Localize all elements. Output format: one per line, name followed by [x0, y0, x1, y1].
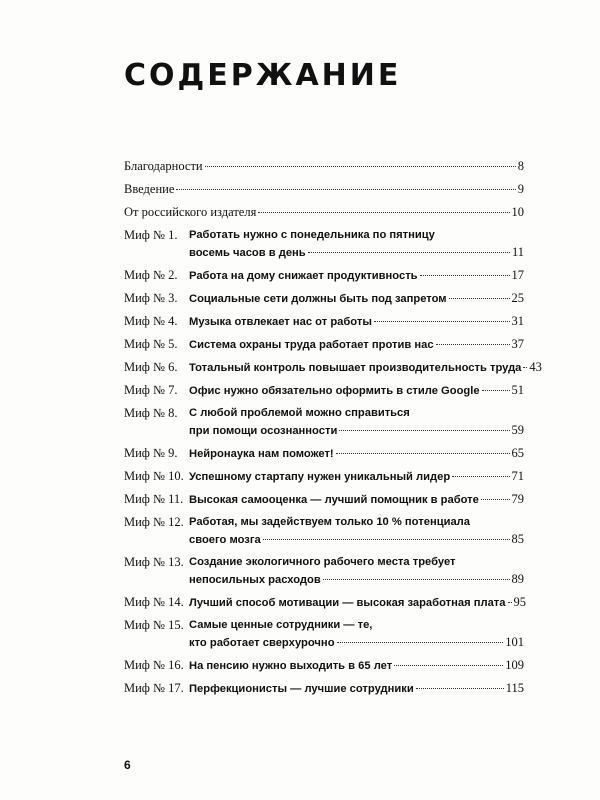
- toc-myth-entry[interactable]: [124, 594, 527, 611]
- myth-title: восемь часов в день: [189, 247, 306, 259]
- myth-number: Миф № 3.: [124, 291, 178, 305]
- myth-line: [189, 634, 524, 651]
- toc-myth-entry[interactable]: [124, 267, 524, 284]
- myth-line: [189, 359, 542, 376]
- myth-number: Миф № 12.: [124, 515, 184, 529]
- toc-myth-entry[interactable]: [124, 405, 524, 439]
- myth-title: при помощи осознанности: [189, 425, 338, 437]
- myth-number: Миф № 1.: [124, 228, 178, 242]
- myth-title: Офис нужно обязательно оформить в стиле Google: [189, 385, 480, 397]
- myth-page: 43: [529, 360, 542, 374]
- dot-leader: [481, 499, 510, 500]
- toc-myth-entry[interactable]: [124, 617, 524, 651]
- myth-line: [189, 531, 524, 548]
- toc-myth-entry[interactable]: [124, 491, 524, 508]
- dot-leader: [176, 189, 515, 190]
- myth-page: 17: [511, 268, 524, 282]
- toc-myth-entry[interactable]: [124, 382, 524, 399]
- myth-title: Успешному стартапу нужен уникальный лидер: [189, 471, 451, 483]
- myth-title: непосильных расходов: [189, 574, 321, 586]
- myth-body: [189, 267, 524, 284]
- myth-line: [189, 290, 524, 307]
- myth-number: Миф № 6.: [124, 360, 178, 374]
- myth-page: 95: [513, 595, 527, 609]
- myth-page: 89: [511, 572, 524, 586]
- myth-line: [189, 491, 524, 508]
- toc-entry-title: Введение: [124, 182, 175, 196]
- myth-page: 59: [511, 423, 524, 437]
- myth-body: [189, 382, 524, 399]
- myth-line: [189, 422, 524, 439]
- dot-leader: [394, 665, 503, 666]
- myth-page: 51: [511, 383, 524, 397]
- toc-entry[interactable]: [124, 181, 524, 198]
- myth-page: 79: [511, 492, 524, 506]
- myth-line: [189, 657, 524, 674]
- toc-entry-title: Благодарности: [124, 159, 203, 173]
- myth-number: Миф № 2.: [124, 268, 178, 282]
- dot-leader: [337, 642, 504, 643]
- myth-body: [189, 657, 524, 674]
- myth-page: 11: [511, 245, 524, 259]
- myth-number: Миф № 7.: [124, 383, 178, 397]
- myth-page: 101: [505, 635, 524, 649]
- dot-leader: [523, 367, 527, 368]
- myth-page: 71: [511, 469, 524, 483]
- myth-body: [189, 680, 524, 697]
- myth-line: [189, 571, 524, 588]
- myth-body: [189, 617, 524, 651]
- myth-title-line: Создание экологичного рабочего места требует: [189, 556, 456, 568]
- myth-number: Миф № 17.: [124, 681, 184, 695]
- myth-number: Миф № 14.: [124, 595, 184, 609]
- myth-line: [189, 244, 524, 261]
- myth-title: Социальные сети должны быть под запретом: [189, 293, 447, 305]
- toc-entry-page: 9: [517, 182, 524, 196]
- myth-body: [189, 468, 524, 485]
- toc-myth-entry[interactable]: [124, 336, 524, 353]
- myth-page: 85: [511, 532, 524, 546]
- table-of-contents: [124, 158, 542, 703]
- myth-title-line: Самые ценные сотрудники — те,: [189, 619, 373, 631]
- page-title: СОДЕРЖАНИЕ: [124, 58, 402, 93]
- myth-title: кто работает сверхурочно: [189, 637, 335, 649]
- myth-page: 25: [511, 291, 524, 305]
- dot-leader: [449, 298, 510, 299]
- myth-title: Тотальный контроль повышает производительность труда: [189, 362, 522, 374]
- toc-entry-line: [124, 158, 524, 175]
- toc-entry[interactable]: [124, 204, 524, 221]
- toc-myth-entry[interactable]: [124, 313, 524, 330]
- toc-myth-entry[interactable]: [124, 514, 524, 548]
- toc-myth-entry[interactable]: [124, 680, 524, 697]
- toc-entry-title: От российского издателя: [124, 205, 257, 219]
- myth-page: 31: [511, 314, 524, 328]
- myth-page: 109: [505, 658, 524, 672]
- myth-title: На пенсию нужно выходить в 65 лет: [189, 660, 393, 672]
- myth-page: 115: [505, 681, 524, 695]
- myth-title: Высокая самооценка — лучший помощник в работе: [189, 494, 479, 506]
- toc-myth-entry[interactable]: [124, 227, 524, 261]
- toc-myth-entry[interactable]: [124, 290, 524, 307]
- toc-myth-entry[interactable]: [124, 359, 542, 376]
- myth-title-line: С любой проблемой можно справиться: [189, 407, 410, 419]
- myth-body: [189, 290, 524, 307]
- myth-line: [189, 680, 524, 697]
- myth-line: [189, 445, 524, 462]
- myth-title: Перфекционисты — лучшие сотрудники: [189, 683, 414, 695]
- dot-leader: [339, 430, 509, 431]
- myth-number: Миф № 15.: [124, 618, 184, 632]
- dot-leader: [482, 390, 510, 391]
- toc-entry-line: [124, 204, 524, 221]
- toc-entry-body: [124, 158, 524, 175]
- myth-page: 65: [511, 446, 524, 460]
- myth-number: Миф № 11.: [124, 492, 184, 506]
- toc-myth-entry[interactable]: [124, 468, 524, 485]
- toc-entry-body: [124, 204, 524, 221]
- myth-title-line: Работая, мы задействуем только 10 % потенциала: [189, 516, 471, 528]
- myth-title: Музыка отвлекает нас от работы: [189, 316, 372, 328]
- toc-myth-entry[interactable]: [124, 657, 524, 674]
- toc-entry[interactable]: [124, 158, 524, 175]
- dot-leader: [374, 321, 510, 322]
- myth-title: Система охраны труда работает против нас: [189, 339, 434, 351]
- myth-line: [189, 336, 524, 353]
- myth-body: [189, 227, 524, 261]
- myth-body: [189, 445, 524, 462]
- dot-leader: [336, 453, 510, 454]
- myth-title: своего мозга: [189, 534, 261, 546]
- dot-leader: [323, 579, 510, 580]
- dot-leader: [452, 476, 509, 477]
- myth-body: [189, 359, 542, 376]
- dot-leader: [416, 688, 504, 689]
- myth-line: [189, 313, 524, 330]
- myth-body: [189, 405, 524, 439]
- myth-body: [189, 336, 524, 353]
- toc-entry-body: [124, 181, 524, 198]
- myth-body: [189, 491, 524, 508]
- myth-line: [189, 267, 524, 284]
- dot-leader: [205, 166, 516, 167]
- dot-leader: [263, 539, 510, 540]
- dot-leader: [308, 252, 510, 253]
- myth-line: [189, 382, 524, 399]
- myth-title: Нейронаука нам поможет!: [189, 448, 334, 460]
- myth-title-line: Работать нужно с понедельника по пятницу: [189, 229, 435, 241]
- dot-leader: [420, 275, 510, 276]
- dot-leader: [258, 212, 509, 213]
- myth-title: Работа на дому снижает продуктивность: [189, 270, 418, 282]
- myth-page: 37: [511, 337, 524, 351]
- myth-number: Миф № 4.: [124, 314, 178, 328]
- toc-entry-page: 8: [517, 159, 524, 173]
- myth-number: Миф № 10.: [124, 469, 184, 483]
- myth-number: Миф № 16.: [124, 658, 184, 672]
- toc-entry-line: [124, 181, 524, 198]
- myth-body: [189, 554, 524, 588]
- myth-number: Миф № 9.: [124, 446, 178, 460]
- myth-number: Миф № 5.: [124, 337, 178, 351]
- myth-number: Миф № 8.: [124, 406, 178, 420]
- page-number: 6: [124, 758, 131, 772]
- myth-line: [189, 468, 524, 485]
- myth-body: [189, 313, 524, 330]
- dot-leader: [436, 344, 510, 345]
- myth-body: [189, 594, 527, 611]
- toc-myth-entry[interactable]: [124, 445, 524, 462]
- myth-line: [189, 594, 527, 611]
- dot-leader: [508, 602, 512, 603]
- myth-title: Лучший способ мотивации — высокая заработная плата: [189, 597, 506, 609]
- toc-entry-page: 10: [511, 205, 524, 219]
- toc-myth-entry[interactable]: [124, 554, 524, 588]
- myth-body: [189, 514, 524, 548]
- myth-number: Миф № 13.: [124, 555, 184, 569]
